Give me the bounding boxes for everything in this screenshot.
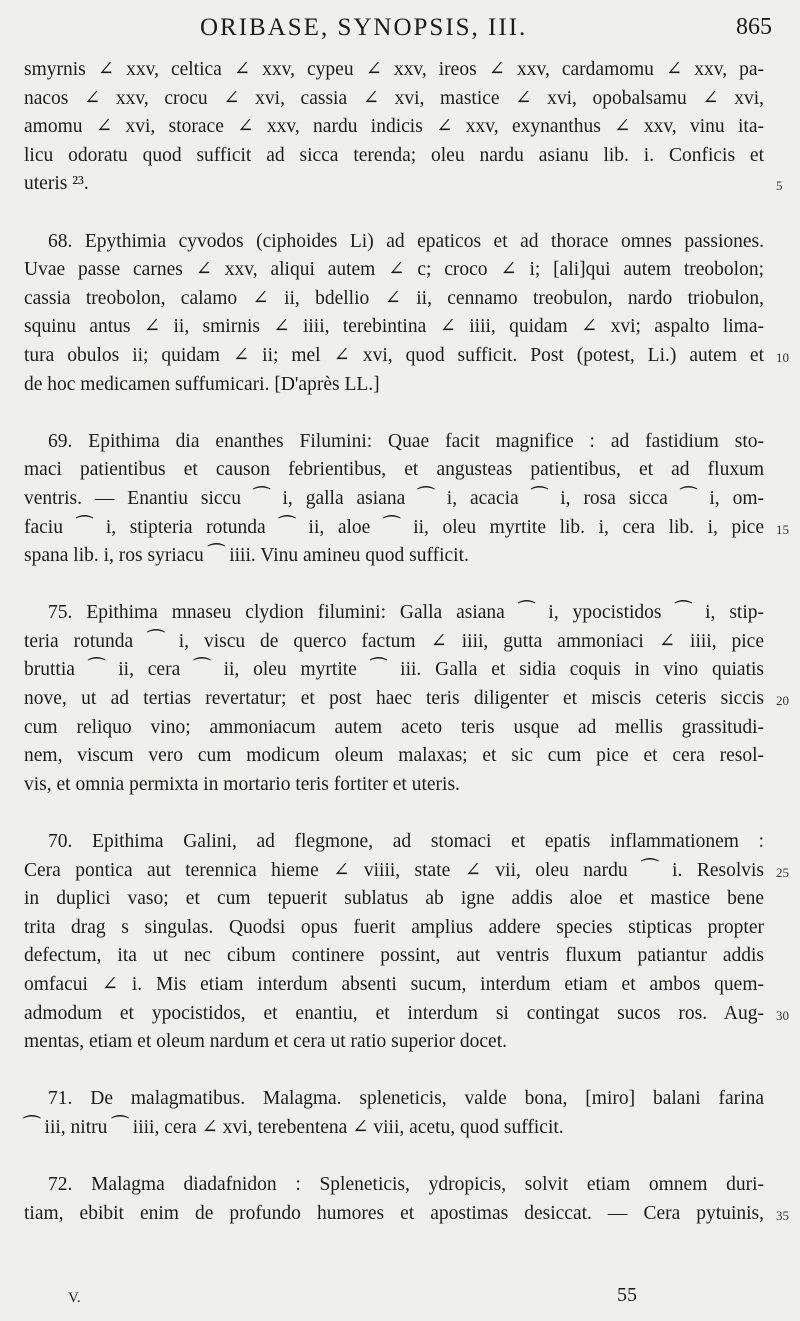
line-text: defectum, ita ut nec cibum continere possint, aut ventris fluxum patiantur addis <box>24 945 764 967</box>
line-text: cum reliquo vino; ammoniacum autem aceto teris usque ad mellis grassitudi- <box>24 716 764 738</box>
line-number: 25 <box>776 864 789 880</box>
line-text: nem, viscum vero cum modicum oleum malaxas; et sic cum pice et cera resol- <box>24 745 764 767</box>
text-line <box>24 1000 789 1029</box>
paragraph-gap <box>24 199 764 228</box>
line-text: teria rotunda ⁀ i, viscu de querco factum ∠ iiii, gutta ammoniaci ∠ iiii, pice <box>24 630 764 652</box>
text-line <box>24 85 764 114</box>
paragraph-gap <box>24 399 764 428</box>
line-text: squinu antus ∠ ii, smirnis ∠ iiii, terebintina ∠ iiii, quidam ∠ xvi; aspalto lima- <box>24 316 764 338</box>
text-line <box>24 428 764 457</box>
text-line <box>24 628 764 657</box>
signature-mark: V. <box>68 1290 81 1306</box>
line-text: 70. Epithima Galini, ad flegmone, ad stomaci et epatis inflammationem : <box>48 831 764 853</box>
text-line <box>24 485 764 514</box>
line-text: in duplici vaso; et cum tepuerit sublatus ab igne addis aloe et mastice bene <box>24 888 764 910</box>
line-text: licu odoratu quod sufficit ad sicca terenda; oleu nardu asianu lib. i. Conficis et <box>24 144 764 166</box>
line-text: omfacui ∠ i. Mis etiam interdum absenti sucum, interdum etiam et ambos quem- <box>24 974 764 995</box>
line-text: spana lib. i, ros syriacu ⁀ iiii. Vinu amineu quod sufficit. <box>24 545 469 567</box>
line-text: de hoc medicamen suffumicari. [D'après LL.] <box>24 373 380 395</box>
page-footer <box>0 1284 800 1312</box>
line-number: 5 <box>776 178 783 194</box>
page-header <box>0 14 800 50</box>
text-line <box>24 170 783 199</box>
line-number: 15 <box>776 521 789 537</box>
text-line <box>24 285 764 314</box>
body-text <box>24 56 789 1228</box>
line-text: cassia treobolon, calamo ∠ ii, bdellio ∠ ii, cennamo treobulon, nardo triobulon, <box>24 287 764 309</box>
text-line <box>24 914 764 943</box>
line-text: 69. Epithima dia enanthes Filumini: Quae facit magnifice : ad fastidium sto- <box>48 430 764 452</box>
line-text: faciu ⁀ i, stipteria rotunda ⁀ ii, aloe ⁀ ii, oleu myrtite lib. i, cera lib. i, pice <box>24 516 764 538</box>
text-line <box>24 971 764 1000</box>
paragraph-gap <box>24 571 764 600</box>
text-line <box>24 456 764 485</box>
line-number: 35 <box>776 1207 789 1223</box>
line-text: tiam, ebibit enim de profundo humores et apostimas desiccat. — Cera pytuinis, <box>24 1202 764 1224</box>
text-line <box>24 371 764 400</box>
text-line <box>24 885 764 914</box>
quire-number: 55 <box>617 1284 637 1306</box>
text-line <box>24 771 764 800</box>
line-text: uteris ²³. <box>24 173 89 195</box>
text-line <box>24 656 764 685</box>
line-text: Cera pontica aut terennica hieme ∠ viiii, state ∠ vii, oleu nardu ⁀ i. Resolvis <box>24 859 764 881</box>
text-line <box>24 857 789 886</box>
text-line <box>24 1200 789 1229</box>
paragraph-gap <box>24 1057 764 1086</box>
line-text: 75. Epithima mnaseu clydion filumini: Galla asiana ⁀ i, ypocistidos ⁀ i, stip- <box>48 602 764 624</box>
paragraph-gap <box>24 799 764 828</box>
line-text: tura obulos ii; quidam ∠ ii; mel ∠ xvi, quod sufficit. Post (potest, Li.) autem et <box>24 344 764 366</box>
line-text: nove, ut ad tertias revertatur; et post haec teris diligenter et miscis ceteris siccis <box>24 688 764 710</box>
line-text: ⁀ iii, nitru ⁀ iiii, cera ∠ xvi, terebentena ∠ viii, acetu, quod sufficit. <box>24 1116 564 1138</box>
running-title: ORIBASE, SYNOPSIS, III. <box>200 14 528 41</box>
text-line <box>24 113 764 142</box>
text-line <box>24 56 764 85</box>
text-line <box>24 942 764 971</box>
text-line <box>24 1085 764 1114</box>
text-line <box>24 1114 764 1143</box>
page-number: 865 <box>736 14 772 40</box>
line-text: 72. Malagma diadafnidon : Spleneticis, ydropicis, solvit etiam omnem duri- <box>48 1174 764 1196</box>
line-number: 20 <box>776 693 789 709</box>
line-number: 30 <box>776 1007 789 1023</box>
text-line <box>24 514 789 543</box>
text-line <box>24 714 764 743</box>
line-text: amomu ∠ xvi, storace ∠ xxv, nardu indicis ∠ xxv, exynanthus ∠ xxv, vinu ita- <box>24 116 764 138</box>
text-line <box>24 256 764 285</box>
text-line <box>24 1028 764 1057</box>
text-line <box>24 1171 764 1200</box>
line-text: trita drag s singulas. Quodsi opus fuerit amplius addere species stipticas propter <box>24 916 764 938</box>
line-text: mentas, etiam et oleum nardum et cera ut ratio superior docet. <box>24 1031 507 1053</box>
line-text: nacos ∠ xxv, crocu ∠ xvi, cassia ∠ xvi, mastice ∠ xvi, opobalsamu ∠ xvi, <box>24 87 764 109</box>
line-number: 10 <box>776 349 789 365</box>
text-line <box>24 142 764 171</box>
text-line <box>24 599 764 628</box>
text-line <box>24 828 764 857</box>
line-text: bruttia ⁀ ii, cera ⁀ ii, oleu myrtite ⁀ iii. Galla et sidia coquis in vino quiatis <box>24 659 764 681</box>
line-text: vis, et omnia permixta in mortario teris fortiter et uteris. <box>24 773 460 795</box>
line-text: 68. Epythimia cyvodos (ciphoides Li) ad epaticos et ad thorace omnes passiones. <box>48 230 764 252</box>
text-line <box>24 542 764 571</box>
text-line <box>24 228 764 257</box>
text-line <box>24 313 764 342</box>
line-text: ventris. — Enantiu siccu ⁀ i, galla asiana ⁀ i, acacia ⁀ i, rosa sicca ⁀ i, om- <box>24 487 764 509</box>
line-text: Uvae passe carnes ∠ xxv, aliqui autem ∠ c; croco ∠ i; [ali]qui autem treobolon; <box>24 259 764 281</box>
line-text: maci patientibus et causon febrientibus, et angusteas patientibus, et ad fluxum <box>24 459 764 481</box>
text-line <box>24 685 789 714</box>
text-line <box>24 742 764 771</box>
line-text: smyrnis ∠ xxv, celtica ∠ xxv, cypeu ∠ xxv, ireos ∠ xxv, cardamomu ∠ xxv, pa- <box>24 59 764 80</box>
paragraph-gap <box>24 1143 764 1172</box>
text-line <box>24 342 789 371</box>
line-text: 71. De malagmatibus. Malagma. spleneticis, valde bona, [miro] balani farina <box>48 1088 764 1110</box>
line-text: admodum et ypocistidos, et enantiu, et interdum si contingat sucos ros. Aug- <box>24 1002 764 1024</box>
